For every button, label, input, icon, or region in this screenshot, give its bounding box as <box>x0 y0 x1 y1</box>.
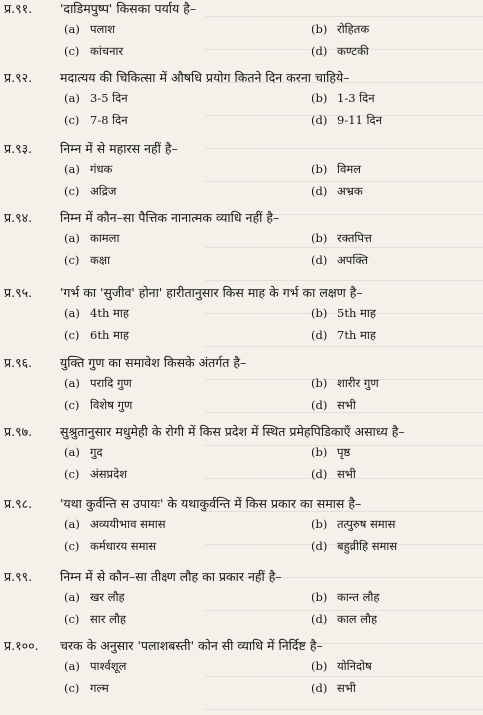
question-line <box>0 354 483 374</box>
question-line <box>0 0 483 20</box>
option-c <box>64 539 156 554</box>
question-block <box>0 568 483 632</box>
option-text: 5th माह <box>337 306 376 320</box>
option-label: (a) <box>64 517 80 531</box>
question-block <box>0 354 483 418</box>
option-text: 3-5 दिन <box>90 91 128 105</box>
question-text: सुश्रुतानुसार मधुमेही के रोगी में किस प्रदेश में स्थित प्रमेहपिडिकाएँ असाध्य है– <box>60 424 405 439</box>
option-label: (b) <box>311 376 328 390</box>
option-text: अद्रिज <box>90 184 117 198</box>
option-b <box>311 162 361 177</box>
question-line <box>0 495 483 515</box>
option-a <box>64 91 128 106</box>
option-text: काल लौह <box>337 612 378 626</box>
option-label: (c) <box>64 253 80 267</box>
question-text: निम्न में से कौन–सा तीक्ष्ण लौह का प्रकार नहीं है– <box>60 569 282 584</box>
question-line <box>0 568 483 588</box>
option-label: (b) <box>311 659 328 673</box>
question-number: प्र.९१. <box>4 1 33 16</box>
option-a <box>64 590 125 605</box>
question-text: मदात्यय की चिकित्सा में औषधि प्रयोग कितने दिन करना चाहिये– <box>60 70 350 85</box>
question-block <box>0 0 483 64</box>
option-d <box>311 398 356 413</box>
option-label: (c) <box>64 681 80 695</box>
option-a <box>64 306 129 321</box>
option-label: (b) <box>311 231 328 245</box>
option-text: रक्तपित्त <box>337 231 372 245</box>
option-text: अभ्रक <box>337 184 363 198</box>
option-label: (c) <box>64 398 80 412</box>
option-c <box>64 184 116 199</box>
question-number: प्र.९९. <box>4 569 33 584</box>
question-block <box>0 209 483 273</box>
question-number: प्र.१००. <box>4 638 39 653</box>
option-text: कामला <box>90 231 120 245</box>
option-label: (d) <box>311 328 328 342</box>
option-label: (a) <box>64 590 80 604</box>
option-text: योनिदोष <box>337 659 372 673</box>
option-d <box>311 612 377 627</box>
option-label: (d) <box>311 681 328 695</box>
question-block <box>0 140 483 204</box>
question-block <box>0 423 483 487</box>
option-b <box>311 659 372 674</box>
option-a <box>64 445 103 460</box>
question-number: प्र.९२. <box>4 70 33 85</box>
question-text: युक्ति गुण का समावेश किसके अंतर्गत है– <box>60 355 247 370</box>
option-b <box>311 517 395 532</box>
option-d <box>311 44 369 59</box>
option-label: (d) <box>311 44 328 58</box>
question-block <box>0 495 483 559</box>
option-text: 6th माह <box>90 328 129 342</box>
option-b <box>311 231 372 246</box>
option-text: बहुव्रीहि समास <box>337 539 398 553</box>
option-label: (d) <box>311 467 328 481</box>
option-d <box>311 681 356 696</box>
option-c <box>64 328 129 343</box>
option-d <box>311 113 382 128</box>
option-label: (b) <box>311 22 328 36</box>
option-text: 7th माह <box>337 328 376 342</box>
option-c <box>64 612 126 627</box>
option-b <box>311 91 375 106</box>
option-label: (b) <box>311 91 328 105</box>
option-c <box>64 398 132 413</box>
options-group <box>0 229 483 273</box>
option-text: रोहितक <box>337 22 370 36</box>
option-c <box>64 113 128 128</box>
option-label: (c) <box>64 467 80 481</box>
option-text: खर लौह <box>90 590 125 604</box>
option-d <box>311 539 397 554</box>
option-b <box>311 376 379 391</box>
question-line <box>0 284 483 304</box>
option-a <box>64 22 115 37</box>
question-block <box>0 69 483 133</box>
option-label: (a) <box>64 306 80 320</box>
option-label: (c) <box>64 328 80 342</box>
question-line <box>0 637 483 657</box>
option-text: परादि गुण <box>90 376 132 390</box>
option-label: (a) <box>64 22 80 36</box>
option-text: पलाश <box>90 22 116 36</box>
question-text: चरक के अनुसार 'पलाशबस्ती' कोन सी व्याधि में निर्दिष्ट है– <box>60 638 323 653</box>
option-text: गल्म <box>90 681 109 695</box>
option-label: (d) <box>311 184 328 198</box>
question-text: 'गर्भ का 'सुजीव' होना' हारीतानुसार किस माह के गर्भ का लक्षण है– <box>60 285 363 300</box>
option-label: (b) <box>311 517 328 531</box>
option-label: (d) <box>311 253 328 267</box>
option-text: अंसप्रदेश <box>90 467 128 481</box>
option-label: (d) <box>311 398 328 412</box>
option-label: (b) <box>311 590 328 604</box>
option-text: 1-3 दिन <box>337 91 375 105</box>
option-label: (b) <box>311 445 328 459</box>
option-a <box>64 162 112 177</box>
option-text: सार लौह <box>90 612 126 626</box>
option-d <box>311 328 376 343</box>
option-a <box>64 376 132 391</box>
options-group <box>0 304 483 348</box>
options-group <box>0 374 483 418</box>
options-group <box>0 20 483 64</box>
option-text: शारीर गुण <box>337 376 379 390</box>
options-group <box>0 657 483 701</box>
option-label: (a) <box>64 162 80 176</box>
question-block <box>0 284 483 348</box>
option-label: (c) <box>64 539 80 553</box>
option-a <box>64 659 126 674</box>
option-text: गुद <box>90 445 103 459</box>
option-text: सभी <box>337 681 356 695</box>
options-group <box>0 515 483 559</box>
option-text: अव्ययीभाव समास <box>90 517 166 531</box>
question-block <box>0 637 483 701</box>
option-text: कांचनार <box>90 44 124 58</box>
option-text: सभी <box>337 398 356 412</box>
option-d <box>311 467 356 482</box>
options-group <box>0 89 483 133</box>
question-line <box>0 423 483 443</box>
question-line <box>0 209 483 229</box>
option-text: कण्टकी <box>337 44 369 58</box>
question-text: निम्न में कौन–सा पैत्तिक नानात्मक व्याधि नहीं है– <box>60 210 280 225</box>
option-text: तत्पुरुष समास <box>337 517 396 531</box>
question-text: 'दाडिमपुष्प' किसका पर्याय है– <box>60 1 197 16</box>
option-label: (c) <box>64 612 80 626</box>
option-label: (a) <box>64 91 80 105</box>
option-label: (a) <box>64 445 80 459</box>
option-c <box>64 681 109 696</box>
option-label: (b) <box>311 162 328 176</box>
option-text: विमल <box>337 162 362 176</box>
question-line <box>0 69 483 89</box>
question-number: प्र.९८. <box>4 496 33 511</box>
question-number: प्र.९७. <box>4 424 33 439</box>
option-text: 7-8 दिन <box>90 113 128 127</box>
question-number: प्र.९३. <box>4 141 33 156</box>
option-b <box>311 22 369 37</box>
option-text: पार्श्वशूल <box>90 659 127 673</box>
option-a <box>64 517 166 532</box>
question-text: 'यथा कुर्वन्ति स उपायः' के यथाकुर्वन्ति में किस प्रकार का समास है– <box>60 496 362 511</box>
options-group <box>0 443 483 487</box>
question-number: प्र.९४. <box>4 210 33 225</box>
option-a <box>64 231 119 246</box>
option-text: अपक्ति <box>337 253 369 267</box>
option-text: पृष्ठ <box>337 445 351 459</box>
option-label: (c) <box>64 184 80 198</box>
option-label: (c) <box>64 113 80 127</box>
question-text: निम्न में से महारस नहीं है– <box>60 141 178 156</box>
options-group <box>0 160 483 204</box>
option-c <box>64 44 123 59</box>
option-label: (a) <box>64 231 80 245</box>
option-b <box>311 590 379 605</box>
option-text: विशेष गुण <box>90 398 133 412</box>
option-text: सभी <box>337 467 356 481</box>
option-c <box>64 253 110 268</box>
option-d <box>311 184 363 199</box>
option-c <box>64 467 127 482</box>
option-label: (b) <box>311 306 328 320</box>
option-label: (d) <box>311 612 328 626</box>
option-text: गंधक <box>90 162 113 176</box>
option-label: (c) <box>64 44 80 58</box>
option-text: कक्षा <box>90 253 111 267</box>
option-text: 4th माह <box>90 306 129 320</box>
option-text: कर्मधारय समास <box>90 539 157 553</box>
option-label: (d) <box>311 113 328 127</box>
question-number: प्र.९५. <box>4 285 33 300</box>
option-d <box>311 253 368 268</box>
option-label: (a) <box>64 659 80 673</box>
option-text: 9-11 दिन <box>337 113 382 127</box>
option-b <box>311 445 350 460</box>
question-line <box>0 140 483 160</box>
option-text: कान्त लौह <box>337 590 380 604</box>
option-b <box>311 306 376 321</box>
option-label: (a) <box>64 376 80 390</box>
question-number: प्र.९६. <box>4 355 33 370</box>
option-label: (d) <box>311 539 328 553</box>
options-group <box>0 588 483 632</box>
